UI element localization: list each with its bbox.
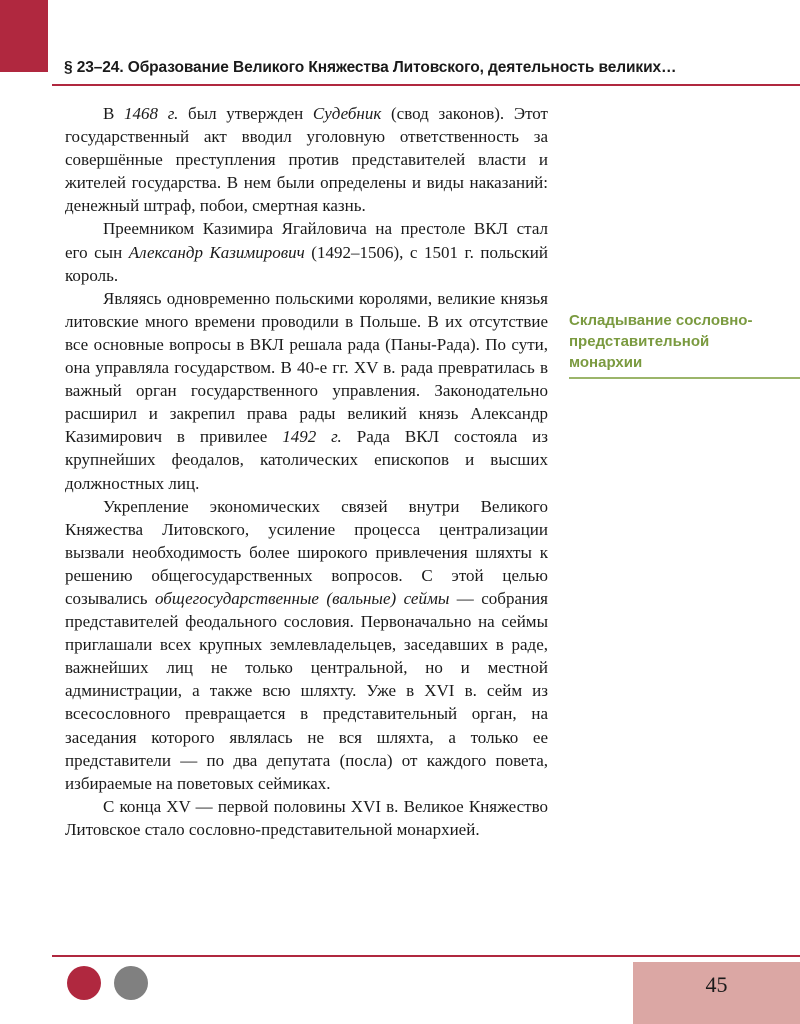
p3-text-c: Рада ВКЛ состояла из крупнейших феодалов, католических епископов и высших должностных лиц. — [65, 427, 548, 493]
p5-text-a: С конца XV — первой половины XVI в. Великое Княжество Литовское стало сословно-представительной монархией. — [65, 796, 548, 839]
p1-text-a: В — [103, 104, 125, 123]
p1-sudebnik-italic: Судебник — [312, 104, 382, 123]
margin-note-line-1: Складывание сословно- — [569, 312, 753, 329]
gray-circle-icon — [114, 966, 148, 1000]
paragraph-2 — [65, 217, 548, 286]
page-number: 45 — [705, 972, 728, 997]
margin-note-line-3: монархии — [569, 354, 643, 371]
page-header-title: § 23–24. Образование Великого Княжества Литовского, деятельность великих… — [64, 59, 677, 76]
red-circle-icon — [67, 966, 101, 1000]
margin-note-line-2: представительной — [569, 333, 710, 350]
p4-text-c: — собрания представителей феодального сословия. Первоначально на сеймы приглашали всех крупных землевладельцев, заседавших в раде, важнейших лиц не только центральной, но и местной администрации, а также всю шляхту. Уже в XVI в. сейм из всесословного превращается в представительный орган, на заседания которого являлась не вся шляхта, а только ее представители — по два депутата (посла) от каждого повета, избираемые на поветовых сеймиках. — [65, 588, 548, 793]
page-number-box — [633, 962, 800, 1024]
corner-color-block — [0, 0, 48, 72]
p1-text-c: был утвержден — [178, 104, 313, 123]
p3-year-italic: 1492 г. — [282, 427, 342, 447]
header-divider — [52, 84, 800, 86]
p2-text-a: Преемником Казимира Ягайловича на престоле ВКЛ стал его сын — [65, 219, 548, 262]
margin-note-underline — [569, 377, 800, 379]
paragraph-5 — [65, 795, 548, 841]
p3-text-a: Являясь одновременно польскими королями, великие князья литовские много времени проводили в Польше. В их отсутствие все основные вопросы в ВКЛ решала рада (Паны-Рада). По сути, она управляла государством. В 40-е гг. XV в. рада превратилась в важный орган государственного управления. Законодательно расширил и закрепил права рады великий князь Александр Казимирович в привилее — [65, 288, 548, 447]
p1-text-e: (свод законов). Этот государственный акт вводил уголовную ответственность за совершённые преступления против представителей власти и жителей государства. В нем были определены и виды наказаний: денежный штраф, побои, смертная казнь. — [65, 104, 548, 216]
footer-divider — [52, 955, 800, 957]
paragraph-3 — [65, 287, 548, 495]
margin-note — [569, 310, 779, 373]
p4-text-a: Укрепление экономических связей внутри Великого Княжества Литовского, усиление процесса централизации вызвали необходимость более широкого привлечения шляхты к решению общегосударственных вопросов. С этой целью созывались — [65, 496, 548, 608]
p1-year-italic: 1468 г. — [124, 104, 179, 123]
paragraph-4 — [65, 495, 548, 795]
p2-name-italic: Александр Казимирович — [128, 242, 305, 262]
p4-term-italic: общегосударственные (вальные) сеймы — [155, 588, 450, 608]
paragraph-1 — [65, 102, 548, 217]
main-text-column — [65, 102, 548, 841]
p2-text-c: (1492–1506), с 1501 г. польский король. — [65, 242, 548, 285]
